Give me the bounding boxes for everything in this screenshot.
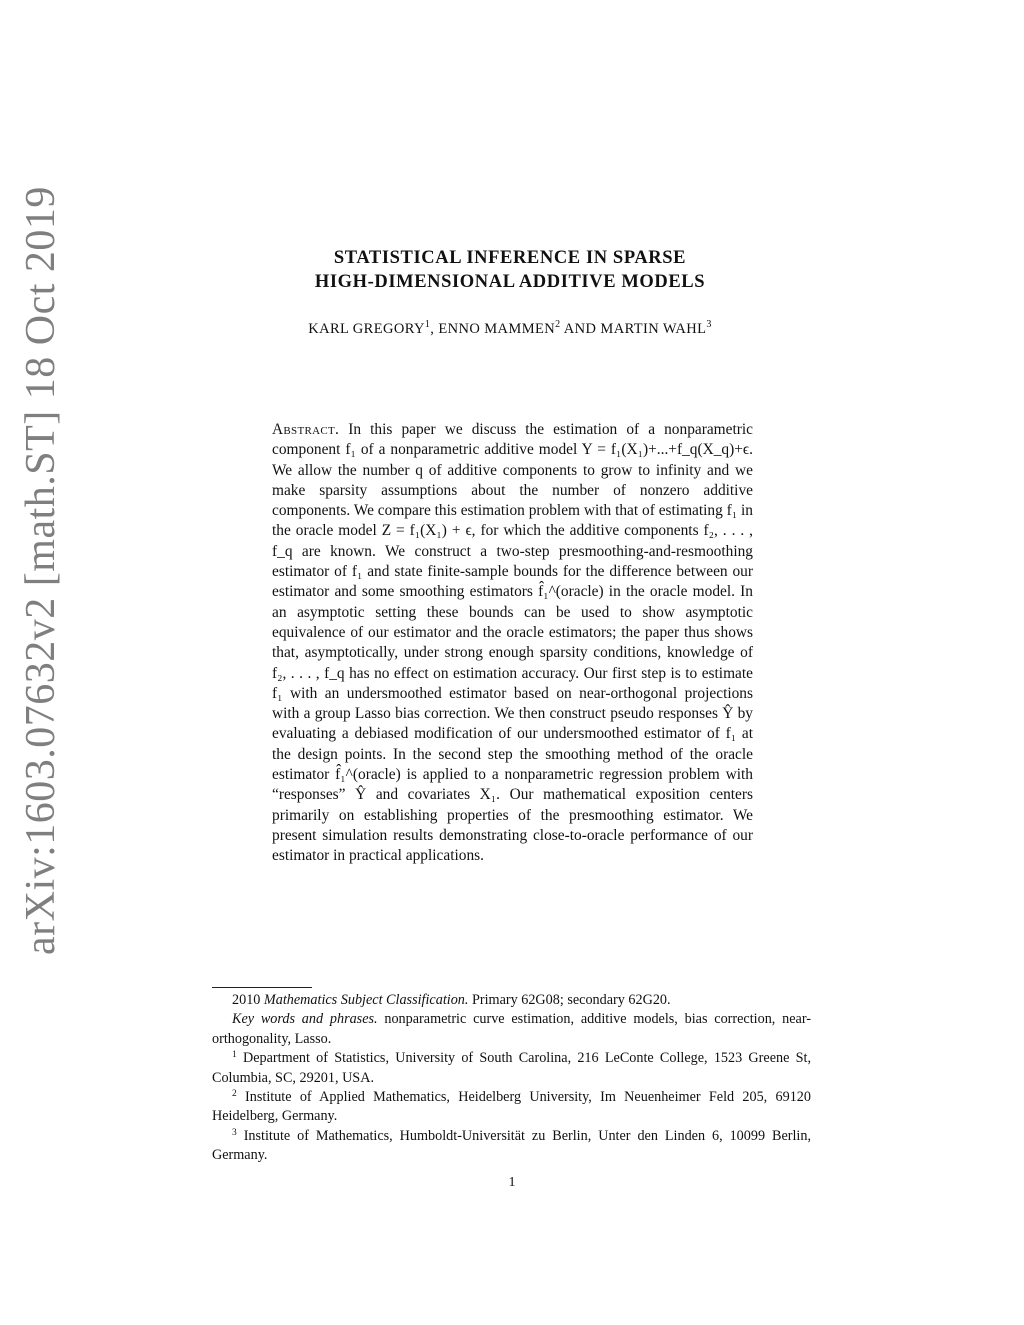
msc-label: Mathematics Subject Classification. xyxy=(263,992,469,1008)
abstract-label: Abstract. xyxy=(272,421,340,438)
author-separator: AND xyxy=(560,321,601,337)
paper-title xyxy=(200,246,820,294)
author-affiliation-mark-3: 3 xyxy=(706,319,712,330)
author-gregory: KARL GREGORY xyxy=(308,321,425,337)
title-line-2: HIGH-DIMENSIONAL ADDITIVE MODELS xyxy=(314,272,706,292)
abstract-text: In this paper we discuss the estimation of a nonparametric component f₁ of a nonparametric additive model Y = f₁(X₁)+...+f_q(X_q)+ϵ. We allow the number q of additive components to grow to infinity and we make sparsity assumptions about the number of nonzero additive components. We compare this estimation problem with that of estimating f₁ in the oracle model Z = f₁(X₁) + ϵ, for which the additive components f₂, . . . , f_q are known. We construct a two-step presmoothing-and-resmoothing estimator of f₁ and state finite-sample bounds for the difference between our estimator and some smoothing estimators f̂₁^(oracle) in the oracle model. In an asymptotic setting these bounds can be used to show asymptotic equivalence of our estimator and the oracle estimators; the paper thus shows that, asymptotically, under strong enough sparsity conditions, knowledge of f₂, . . . , f_q has no effect on estimation accuracy. Our first step is to estimate f₁ with an undersmoothed estimator based on near-orthogonal projections with a group Lasso bias correction. We then construct pseudo responses Ŷ by evaluating a debiased modification of our undersmoothed estimator of f₁ at the design points. In the second step the smoothing method of the oracle estimator f̂₁^(oracle) is applied to a nonparametric regression problem with “responses” Ŷ and covariates X₁. Our mathematical exposition centers primarily on establishing properties of the presmoothing estimator. We present simulation results demonstrating close-to-oracle performance of our estimator in practical applications. xyxy=(272,421,753,865)
arxiv-identifier-stamp: arXiv:1603.07632v2 [math.ST] 18 Oct 2019 xyxy=(18,186,64,955)
affiliation-1 xyxy=(212,1049,811,1088)
author-affiliation-mark-2: 2 xyxy=(555,319,561,330)
affiliation-text-1: Department of Statistics, University of South Carolina, 216 LeConte College, 1523 Greene St, Columbia, SC, 29201, USA. xyxy=(212,1050,811,1086)
affiliation-mark-1: 1 xyxy=(232,1050,237,1061)
page-number: 1 xyxy=(508,1175,516,1190)
keywords-text: nonparametric curve estimation, additive models, bias correction, near-orthogonality, Lasso. xyxy=(212,1011,811,1047)
author-wahl: MARTIN WAHL xyxy=(600,321,707,337)
affiliation-mark-2: 2 xyxy=(232,1089,237,1100)
author-list xyxy=(200,318,820,340)
keywords xyxy=(212,1010,811,1049)
author-mammen: ENNO MAMMEN xyxy=(438,321,556,337)
affiliation-3 xyxy=(212,1127,811,1166)
affiliation-2 xyxy=(212,1088,811,1127)
msc-classification xyxy=(212,991,811,1010)
footnote-divider xyxy=(212,987,312,988)
affiliation-text-2: Institute of Applied Mathematics, Heidelberg University, Im Neuenheimer Feld 205, 69120 Heidelberg, Germany. xyxy=(212,1089,811,1125)
affiliation-mark-3: 3 xyxy=(232,1127,237,1138)
affiliation-text-3: Institute of Mathematics, Humboldt-Universität zu Berlin, Unter den Linden 6, 10099 Berlin, Germany. xyxy=(212,1127,811,1164)
msc-year: 2010 xyxy=(232,992,264,1008)
abstract xyxy=(272,420,753,867)
author-separator: , xyxy=(430,321,439,337)
keywords-label: Key words and phrases. xyxy=(232,1011,378,1028)
author-affiliation-mark-1: 1 xyxy=(424,319,431,330)
title-line-1: STATISTICAL INFERENCE IN SPARSE xyxy=(333,248,687,268)
footnotes xyxy=(212,991,811,1166)
msc-text: Primary 62G08; secondary 62G20. xyxy=(468,992,671,1008)
